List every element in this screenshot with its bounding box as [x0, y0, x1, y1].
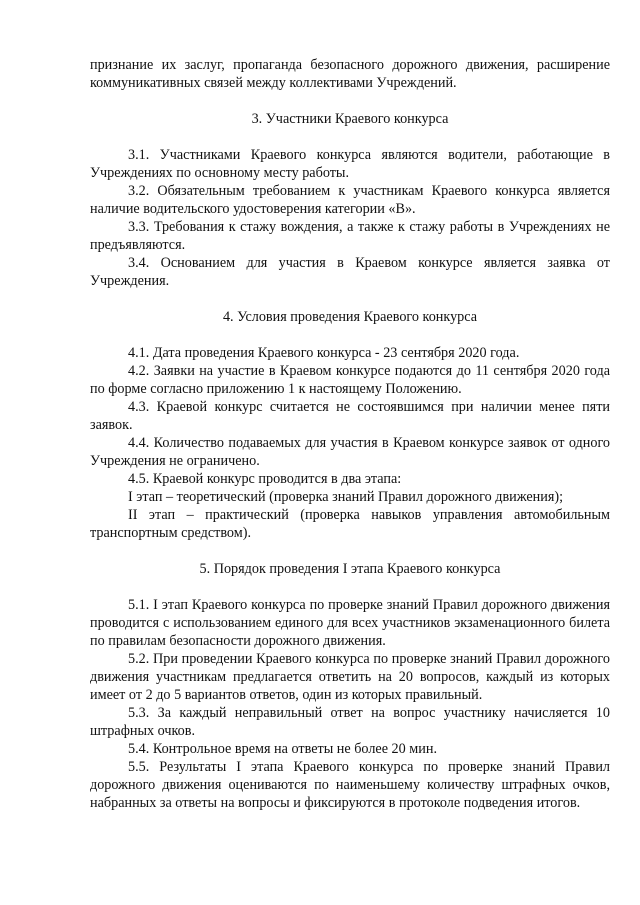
item-3-1: 3.1. Участниками Краевого конкурса являются водители, работающие в Учреждениях по основному месту работы. [90, 147, 610, 181]
stage-2-line: II этап – практический (проверка навыков управления автомобильным транспортным средством). [90, 507, 610, 541]
item-3-3: 3.3. Требования к стажу вождения, а также к стажу работы в Учреждениях не предъявляются. [90, 219, 610, 253]
item-5-4: 5.4. Контрольное время на ответы не более 20 мин. [128, 741, 437, 757]
item-4-1: 4.1. Дата проведения Краевого конкурса - 23 сентября 2020 года. [128, 345, 520, 361]
item-4-3: 4.3. Краевой конкурс считается не состоявшимся при наличии менее пяти заявок. [90, 399, 610, 433]
item-3-2: 3.2. Обязательным требованием к участникам Краевого конкурса является наличие водительского удостоверения категории «В». [90, 183, 610, 217]
section-4-heading: 4. Условия проведения Краевого конкурса [222, 309, 478, 325]
item-5-1: 5.1. I этап Краевого конкурса по проверке знаний Правил дорожного движения проводится с использованием единого для всех участников экзаменационного билета по правилам безопасности дорожного движения. [90, 597, 610, 649]
section-5-heading: 5. Порядок проведения I этапа Краевого конкурса [199, 561, 501, 577]
item-5-5: 5.5. Результаты I этапа Краевого конкурса по проверке знаний Правил дорожного движения оцениваются по наименьшему количеству штрафных очков, набранных за ответы на вопросы и фиксируются в протоколе подведения итогов. [90, 759, 610, 811]
item-3-4: 3.4. Основанием для участия в Краевом конкурсе является заявка от Учреждения. [90, 255, 610, 289]
item-4-4: 4.4. Количество подаваемых для участия в Краевом конкурсе заявок от одного Учреждения не ограничено. [90, 435, 610, 469]
intro-paragraph: признание их заслуг, пропаганда безопасного дорожного движения, расширение коммуникативных связей между коллективами Учреждений. [90, 57, 610, 91]
item-4-2: 4.2. Заявки на участие в Краевом конкурсе подаются до 11 сентября 2020 года по форме согласно приложению 1 к настоящему Положению. [90, 363, 610, 397]
item-4-5: 4.5. Краевой конкурс проводится в два этапа: [128, 471, 402, 487]
stage-1-line: I этап – теоретический (проверка знаний Правил дорожного движения); [128, 489, 564, 505]
item-5-2: 5.2. При проведении Краевого конкурса по проверке знаний Правил дорожного движения участникам предлагается ответить на 20 вопросов, каждый из которых имеет от 2 до 5 вариантов ответов, один из которых правильный. [90, 651, 610, 703]
item-5-3: 5.3. За каждый неправильный ответ на вопрос участнику начисляется 10 штрафных очков. [90, 705, 610, 739]
section-3-heading: 3. Участники Краевого конкурса [251, 111, 449, 127]
